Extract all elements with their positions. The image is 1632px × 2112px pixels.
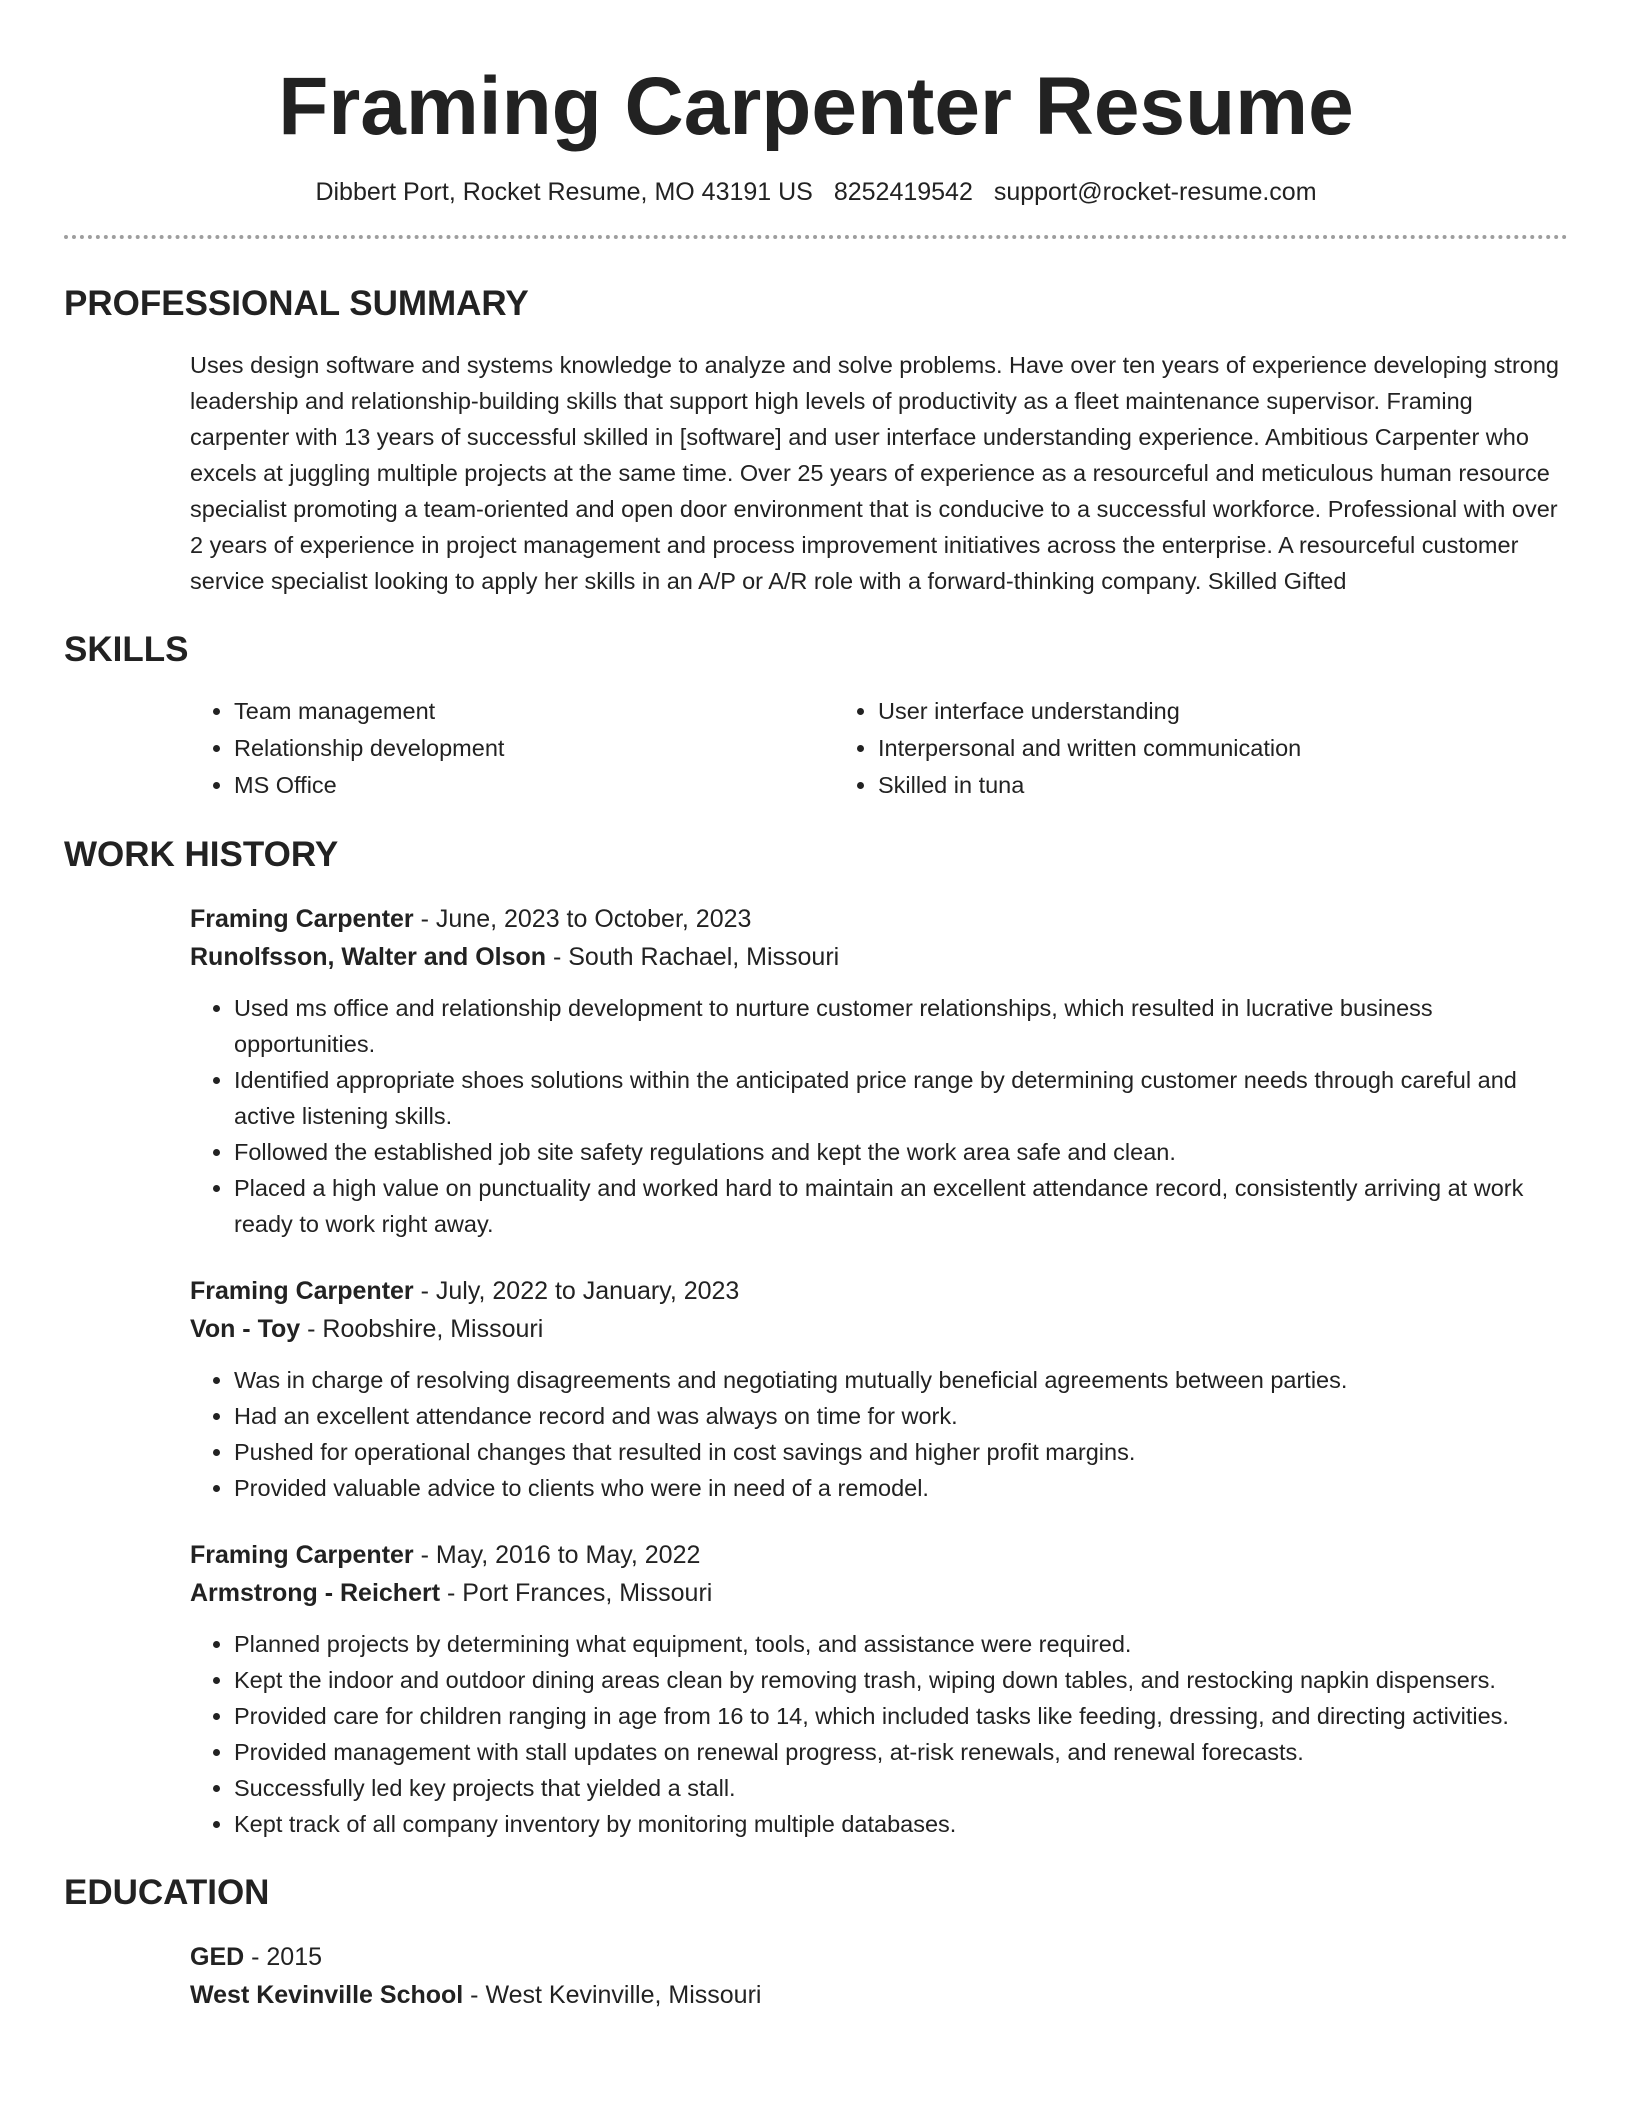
skills-list	[64, 693, 1568, 804]
job-dates: - May, 2016 to May, 2022	[413, 1541, 701, 1570]
job-bullet: • Provided valuable advice to clients who were in need of a remodel.	[234, 1470, 1568, 1506]
page-title: Framing Carpenter Resume	[278, 61, 1354, 152]
job-title: Framing Carpenter	[190, 1541, 414, 1570]
job-bullet: • Followed the established job site safety regulations and kept the work area safe and clean.	[234, 1134, 1568, 1170]
job-company-line	[190, 938, 1568, 976]
education-location: - West Kevinville, Missouri	[463, 1981, 762, 2010]
job-bullet: • Planned projects by determining what equipment, tools, and assistance were required.	[234, 1626, 1568, 1662]
job-entry	[64, 1536, 1568, 1842]
job-company: Von - Toy	[190, 1315, 301, 1344]
skill-item: • Relationship development	[234, 730, 914, 767]
job-bullet: • Kept track of all company inventory by monitoring multiple databases.	[234, 1806, 1568, 1842]
job-dates: - July, 2022 to January, 2023	[413, 1277, 740, 1306]
skill-item: • User interface understanding	[878, 693, 1558, 730]
skills-column-right	[834, 693, 1558, 804]
skill-item: • Team management	[234, 693, 914, 730]
job-location: - Port Frances, Missouri	[440, 1579, 713, 1608]
job-bullet: • Successfully led key projects that yielded a stall.	[234, 1770, 1568, 1806]
job-bullet: • Identified appropriate shoes solutions within the anticipated price range by determining customer needs through careful and active listening skills.	[234, 1062, 1568, 1134]
job-bullet: • Had an excellent attendance record and was always on time for work.	[234, 1398, 1568, 1434]
job-location: - South Rachael, Missouri	[546, 943, 840, 972]
summary-text: Uses design software and systems knowledge to analyze and solve problems. Have over ten years of experience developing strong leadership and relationship-building skills that support high levels of productivity as a fleet maintenance supervisor. Framing carpenter with 13 years of successful skilled in [software] and user interface understanding experience. Ambitious Carpenter who excels at juggling multiple projects at the same time. Over 25 years of experience as a resourceful and meticulous human resource specialist promoting a team-oriented and open door environment that is conducive to a successful workforce. Professional with over 2 years of experience in project management and process improvement initiatives across the enterprise. A resourceful customer service specialist looking to apply her skills in an A/P or A/R role with a forward-thinking company. Skilled Gifted	[190, 352, 1559, 595]
contact-email: support@rocket-resume.com	[993, 178, 1317, 207]
job-bullet: • Used ms office and relationship development to nurture customer relationships, which resulted in lucrative business opportunities.	[234, 990, 1568, 1062]
job-company-line	[190, 1574, 1568, 1612]
job-bullet: • Was in charge of resolving disagreements and negotiating mutually beneficial agreements between parties.	[234, 1362, 1568, 1398]
header-divider	[64, 235, 1568, 239]
job-title-line	[190, 1272, 1568, 1310]
job-bullet: • Provided care for children ranging in age from 16 to 14, which included tasks like feeding, dressing, and directing activities.	[234, 1698, 1568, 1734]
education-degree-line	[190, 1938, 1568, 1976]
job-bullet: • Provided management with stall updates on renewal progress, at-risk renewals, and renewal forecasts.	[234, 1734, 1568, 1770]
education-school-line	[190, 1976, 1568, 2014]
job-bullet: • Kept the indoor and outdoor dining areas clean by removing trash, wiping down tables, and restocking napkin dispensers.	[234, 1662, 1568, 1698]
job-bullets	[190, 1626, 1568, 1842]
job-title-line	[190, 900, 1568, 938]
job-bullet: • Pushed for operational changes that resulted in cost savings and higher profit margins.	[234, 1434, 1568, 1470]
contact-address: Dibbert Port, Rocket Resume, MO 43191 US	[315, 178, 813, 207]
job-bullets	[190, 1362, 1568, 1506]
job-title-line	[190, 1536, 1568, 1574]
education-degree: GED	[190, 1943, 245, 1972]
skill-item: • Skilled in tuna	[878, 767, 1558, 804]
skills-column-left	[190, 693, 914, 804]
education-heading: EDUCATION	[64, 1873, 270, 1913]
job-bullets	[190, 990, 1568, 1242]
skills-heading: SKILLS	[64, 630, 189, 670]
skill-item: • MS Office	[234, 767, 914, 804]
job-entry	[64, 1272, 1568, 1506]
job-company: Runolfsson, Walter and Olson	[190, 943, 547, 972]
work-heading: WORK HISTORY	[64, 835, 339, 875]
summary-heading: PROFESSIONAL SUMMARY	[64, 284, 529, 324]
education-school: West Kevinville School	[190, 1981, 464, 2010]
education-year: - 2015	[244, 1943, 323, 1972]
contact-phone: 8252419542	[833, 178, 973, 207]
job-title: Framing Carpenter	[190, 1277, 414, 1306]
job-title: Framing Carpenter	[190, 905, 414, 934]
contact-line	[64, 178, 1568, 207]
job-entry	[64, 900, 1568, 1242]
education-entry	[64, 1938, 1568, 2014]
job-location: - Roobshire, Missouri	[300, 1315, 544, 1344]
skill-item: • Interpersonal and written communication	[878, 730, 1558, 767]
job-company-line	[190, 1310, 1568, 1348]
job-dates: - June, 2023 to October, 2023	[413, 905, 752, 934]
job-company: Armstrong - Reichert	[190, 1579, 441, 1608]
job-bullet: • Placed a high value on punctuality and worked hard to maintain an excellent attendance record, consistently arriving at work ready to work right away.	[234, 1170, 1568, 1242]
